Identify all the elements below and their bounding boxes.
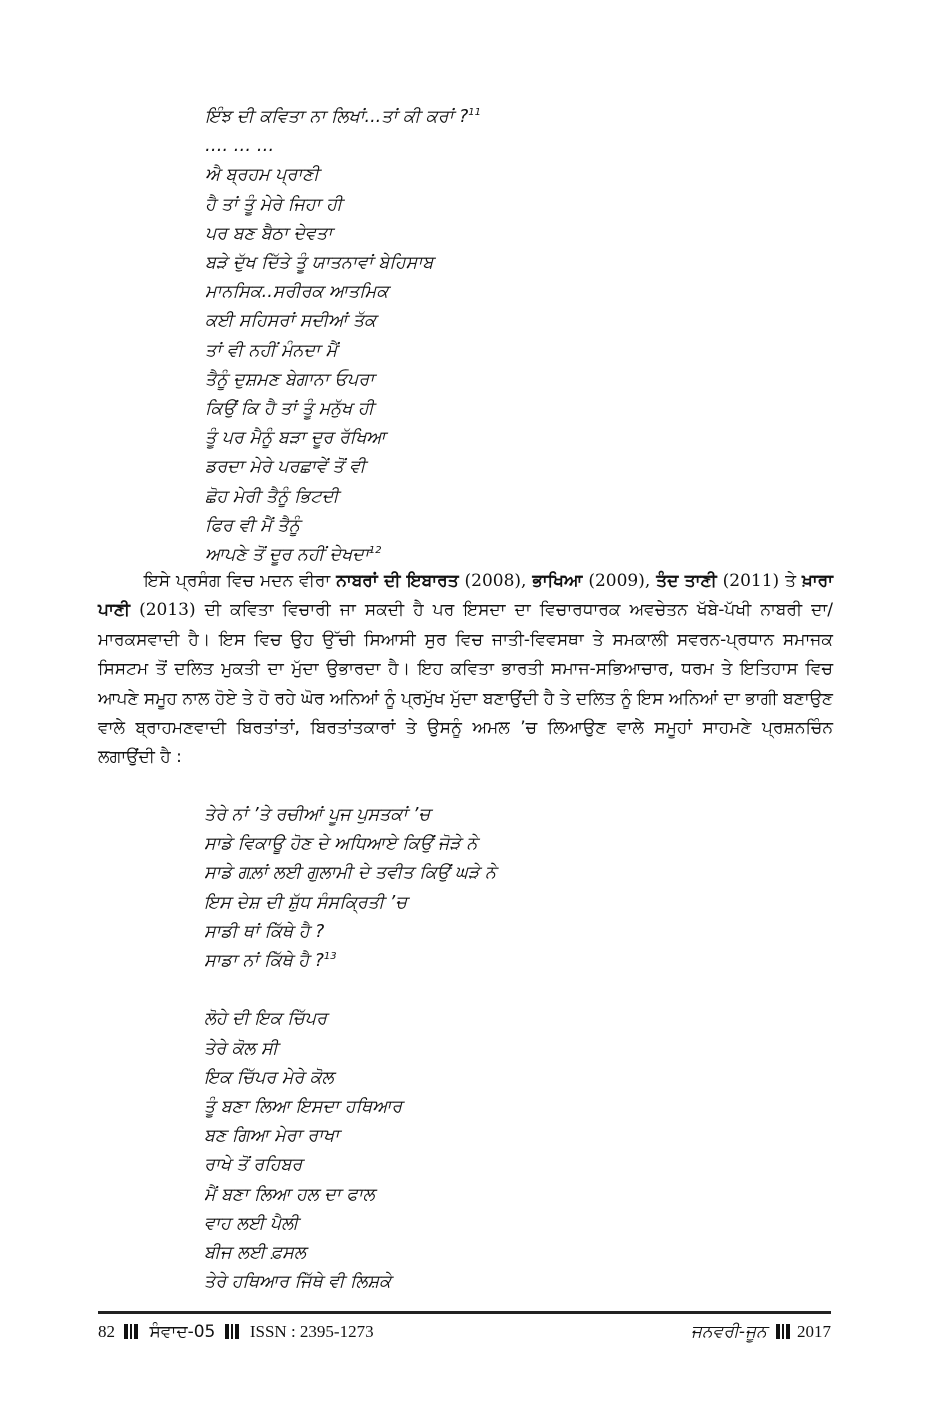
poem-line: ਮਾਨਸਿਕ..ਸਰੀਰਕ ਆਤਮਿਕ — [205, 282, 389, 303]
footnote-ref-12: 12 — [368, 545, 382, 557]
poem-line: ਇੰਝ ਦੀ ਕਵਿਤਾ ਨਾ ਲਿਖਾਂ...ਤਾਂ ਕੀ ਕਰਾਂ ?$^{11}$ — [205, 107, 481, 127]
journal-name: ਸੰਵਾਦ-05 — [149, 1322, 216, 1342]
poem-line: ਛੋਹ ਮੇਰੀ ਤੈਨੂੰ ਭਿਟਦੀ — [205, 486, 339, 507]
poem-line: ਲੋਹੇ ਦੀ ਇਕ ਚਿੱਪਰ — [204, 1009, 327, 1030]
poem-line: …. … … — [205, 136, 275, 157]
issue-year: 2017 — [797, 1322, 831, 1341]
poem-line: ਤੈਨੂੰ ਦੁਸ਼ਮਣ ਬੇਗਾਨਾ ਓਪਰਾ — [205, 369, 375, 390]
poem-excerpt-1 — [205, 103, 481, 570]
separator-bars-icon — [124, 1324, 140, 1344]
issue-period: ਜਨਵਰੀ-ਜੂਨ — [690, 1322, 767, 1342]
book-title: ਨਾਬਰਾਂ ਦੀ ਇਬਾਰਤ — [336, 571, 459, 591]
footnote-ref-11: 11 — [468, 107, 481, 119]
poem-line: ਤੂੰ ਬਣਾ ਲਿਆ ਇਸਦਾ ਹਥਿਆਰ — [204, 1097, 403, 1118]
stanza-break — [204, 976, 496, 1005]
footer-left — [98, 1322, 374, 1344]
poem-line: ਮੈਂ ਬਣਾ ਲਿਆ ਹਲ ਦਾ ਫਾਲ — [204, 1184, 375, 1205]
poem-line: ਬੜੇ ਦੁੱਖ ਦਿੱਤੇ ਤੂੰ ਯਾਤਨਾਵਾਂ ਬੇਹਿਸਾਬ — [205, 253, 434, 274]
poem-line: ਤੂੰ ਪਰ ਮੈਨੂੰ ਬੜਾ ਦੂਰ ਰੱਖਿਆ — [205, 428, 386, 449]
book-title: ਖ਼ਾਰਾ ਪਾਣੀ — [98, 571, 834, 621]
poem-line: ਇਸ ਦੇਸ਼ ਦੀ ਸ਼ੁੱਧ ਸੰਸਕ੍ਰਿਤੀ ’ਚ — [204, 892, 408, 913]
poem-line: ਕਈ ਸਹਿਸਰਾਂ ਸਦੀਆਂ ਤੱਕ — [205, 311, 377, 332]
poem-line: ਤੇਰੇ ਨਾਂ ’ਤੇ ਰਚੀਆਂ ਪੂਜ ਪੁਸਤਕਾਂ ’ਚ — [204, 805, 431, 825]
poem-line: ਤੇਰੇ ਕੋਲ ਸੀ — [204, 1038, 278, 1059]
poem-excerpt-2 — [204, 801, 496, 1297]
poem-line: ਬਣ ਗਿਆ ਮੇਰਾ ਰਾਖਾ — [204, 1126, 340, 1147]
footnote-ref-13: 13 — [323, 951, 337, 963]
footer-rule — [98, 1311, 831, 1314]
poem-line: ਸਾਡੇ ਗਲ਼ਾਂ ਲਈ ਗੁਲਾਮੀ ਦੇ ਤਵੀਤ ਕਿਉਂ ਘੜੇ ਨੇ — [204, 863, 496, 884]
poem-line: ਸਾਡਾ ਨਾਂ ਕਿੱਥੇ ਹੈ ?$^{13}$ — [204, 951, 337, 972]
book-title: ਤੰਦ ਤਾਣੀ — [656, 571, 717, 591]
book-title: ਭਾਖਿਆ — [532, 571, 583, 591]
poem-line: ਪਰ ਬਣ ਬੈਠਾ ਦੇਵਤਾ — [205, 223, 333, 244]
page-number: 82 — [98, 1322, 115, 1341]
poem-line: ਬੀਜ ਲਈ ਫ਼ਸਲ — [204, 1243, 306, 1264]
issn: ISSN : 2395-1273 — [249, 1322, 374, 1341]
poem-line: ਵਾਹ ਲਈ ਪੈਲੀ — [204, 1213, 299, 1234]
poem-line: ਡਰਦਾ ਮੇਰੇ ਪਰਛਾਵੇਂ ਤੋਂ ਵੀ — [205, 457, 366, 478]
poem-line: ਸਾਡੀ ਥਾਂ ਕਿੱਥੇ ਹੈ ? — [204, 921, 325, 942]
poem-line: ਰਾਖੇ ਤੋਂ ਰਹਿਬਰ — [204, 1155, 303, 1176]
poem-line: ਇਕ ਚਿੱਪਰ ਮੇਰੇ ਕੋਲ — [204, 1067, 334, 1088]
body-paragraph: ਇਸੇ ਪ੍ਰਸੰਗ ਵਿਚ ਮਦਨ ਵੀਰਾ ਨਾਬਰਾਂ ਦੀ ਇਬਾਰਤ (2008), ਭਾਖਿਆ (2009), ਤੰਦ ਤਾਣੀ (2011) ਤੇ ਖ਼ਾਰਾ ਪਾਣੀ (2013) ਦੀ ਕਵਿਤਾ ਵਿਚਾਰੀ ਜਾ ਸਕਦੀ ਹੈ ਪਰ ਇਸਦਾ ਦਾ ਵਿਚਾਰਧਾਰਕ ਅਵਚੇਤਨ ਖੱਬੇ-ਪੱਖੀ ਨਾਬਰੀ ਦਾ/ਮਾਰਕਸਵਾਦੀ ਹੈ। ਇਸ ਵਿਚ ਉਹ ਉੱਚੀ ਸਿਆਸੀ ਸੁਰ ਵਿਚ ਜਾਤੀ-ਵਿਵਸਥਾ ਤੇ ਸਮਕਾਲੀ ਸਵਰਨ-ਪ੍ਰਧਾਨ ਸਮਾਜਕ ਸਿਸਟਮ ਤੋਂ ਦਲਿਤ ਮੁਕਤੀ ਦਾ ਮੁੱਦਾ ਉਭਾਰਦਾ ਹੈ। ਇਹ ਕਵਿਤਾ ਭਾਰਤੀ ਸਮਾਜ-ਸਭਿਆਚਾਰ, ਧਰਮ ਤੇ ਇਤਿਹਾਸ ਵਿਚ ਆਪਣੇ ਸਮੂਹ ਨਾਲ ਹੋਏ ਤੇ ਹੋ ਰਹੇ ਘੋਰ ਅਨਿਆਂ ਨੂੰ ਪ੍ਰਮੁੱਖ ਮੁੱਦਾ ਬਣਾਉਂਦੀ ਹੈ ਤੇ ਦਲਿਤ ਨੂੰ ਇਸ ਅਨਿਆਂ ਦਾ ਭਾਗੀ ਬਣਾਉਣ ਵਾਲੇ ਬ੍ਰਾਹਮਣਵਾਦੀ ਬਿਰਤਾਂਤਾਂ, ਬਿਰਤਾਂਤਕਾਰਾਂ ਤੇ ਉਸਨੂੰ ਅਮਲ ’ਚ ਲਿਆਉਣ ਵਾਲੇ ਸਮੂਹਾਂ ਸਾਹਮਣੇ ਪ੍ਰਸ਼ਨਚਿੰਨ ਲਗਾਉਂਦੀ ਹੈ : — [98, 571, 834, 768]
poem-line: ਸਾਡੇ ਵਿਕਾਊ ਹੋਣ ਦੇ ਅਧਿਆਏ ਕਿਉਂ ਜੋੜੇ ਨੇ — [204, 834, 478, 855]
poem-line: ਹੈ ਤਾਂ ਤੂੰ ਮੇਰੇ ਜਿਹਾ ਹੀ — [205, 194, 343, 215]
poem-line: ਤੇਰੇ ਹਥਿਆਰ ਜਿੱਥੇ ਵੀ ਲਿਸ਼ਕੇ — [204, 1272, 392, 1293]
poem-line: ਐ ਬ੍ਰਹਮ ਪ੍ਰਾਣੀ — [205, 165, 319, 186]
separator-bars-icon — [776, 1324, 792, 1344]
separator-bars-icon — [225, 1324, 241, 1344]
poem-line: ਆਪਣੇ ਤੋਂ ਦੂਰ ਨਹੀਂ ਦੇਖਦਾ$^{12}$ — [205, 545, 382, 566]
poem-line: ਤਾਂ ਵੀ ਨਹੀਂ ਮੰਨਦਾ ਮੈਂ — [205, 340, 338, 361]
footer-right — [691, 1322, 831, 1344]
poem-line: ਫਿਰ ਵੀ ਮੈਂ ਤੈਨੂੰ — [205, 515, 300, 536]
poem-line: ਕਿਉਂ ਕਿ ਹੈ ਤਾਂ ਤੂੰ ਮਨੁੱਖ ਹੀ — [205, 399, 374, 420]
